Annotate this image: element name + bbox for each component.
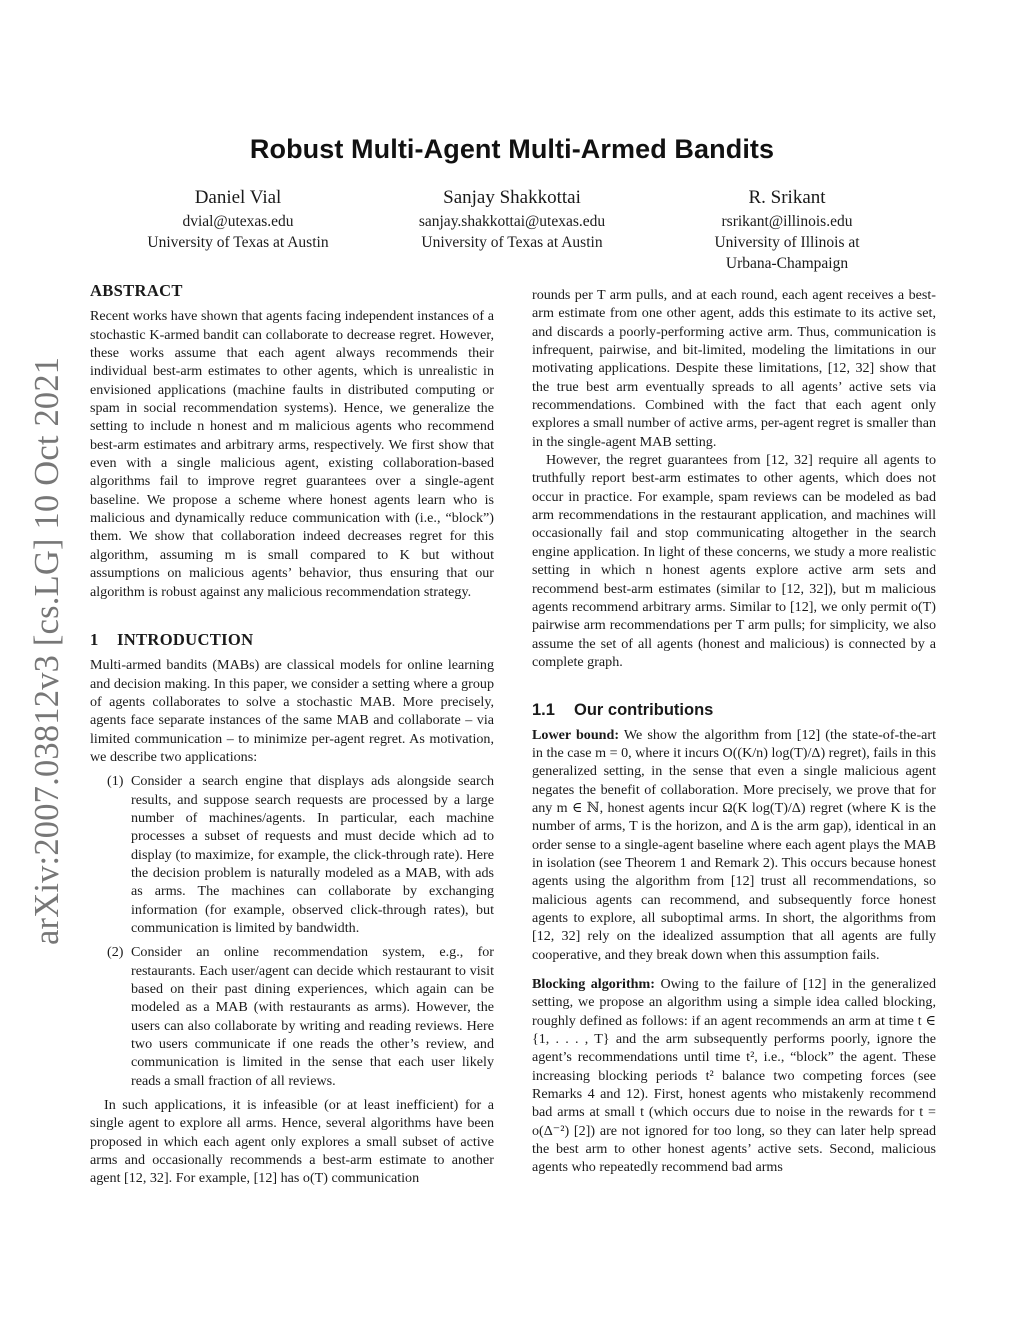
abstract-text: Recent works have shown that agents facing independent instances of a stochastic K-armed bandit can collaborate to decrease regret. However, these works assume that each agent always recommends their individual best-arm estimates to other agents, which is unrealistic in envisioned applications (machine faults in distributed computing or spam in social recommendation systems). Hence, we generalize the setting to include n honest and m malicious agents who recommend best-arm estimates and arbitrary arms, respectively. We first show that even with a single malicious agent, existing collaboration-based algorithms fail to improve regret guarantees over a single-agent baseline. We propose a scheme where honest agents learn who is malicious and dynamically reduce communication with (i.e., “block”) them. We show that collaboration indeed decreases regret for this algorithm, assuming m is small compared to K but without assumptions on malicious agents’ behavior, thus ensuring that our algorithm is robust against any malicious recommendation strategy.	[90, 308, 494, 600]
author-affiliation: University of Texas at Austin	[421, 234, 603, 251]
list-item-text: Consider an online recommendation system, e.g., for restaurants. Each user/agent can decide which restaurant to visit based on their past dining experiences, which again can be modeled as a MAB (with restaurants as arms). However, the users can also collaborate by writing and reading reviews. Here two users communicate if one reads the other’s review, and communication is limited in the sense that each user likely reads a small fraction of all reviews.	[131, 944, 494, 1089]
lower-bound-paragraph	[532, 726, 936, 964]
author-affiliation: University of Illinois at Urbana-Champaign	[714, 234, 860, 272]
left-column	[90, 282, 494, 1188]
arxiv-identifier: arXiv:2007.03812v3 [cs.LG] 10 Oct 2021	[28, 356, 66, 945]
intro-paragraph: However, the regret guarantees from [12, 32] require all agents to truthfully report best-arm estimates to other agents, which does not occur in practice. For example, spam reviews can be modeled as bad arm recommendations in the restaurant application, and machines will occasionally fail and stop communicating altogether in the search engine application. In light of these concerns, we study a more realistic setting in which n honest agents explore active arm sets and recommend best-arm estimates (similar to [12, 32]), but m malicious agents recommend arbitrary arms. Similar to [12], we only permit o(T) pairwise arm recommendations per T arm pulls; for simplicity, we also assume the set of all agents (honest and malicious) is connected by a complete graph.	[532, 452, 936, 670]
author-email: rsrikant@illinois.edu	[721, 213, 853, 230]
author-email: sanjay.shakkottai@utexas.edu	[418, 213, 606, 230]
intro-number: 1	[90, 629, 99, 649]
right-column	[532, 286, 936, 1177]
author-affiliation: University of Texas at Austin	[147, 234, 329, 251]
intro-title: INTRODUCTION	[117, 629, 254, 649]
abstract-heading: ABSTRACT	[90, 281, 183, 300]
contributions-title: Our contributions	[574, 701, 714, 720]
author-block	[637, 186, 937, 274]
list-marker: (2)	[107, 944, 124, 961]
intro-heading	[90, 631, 494, 649]
paper-title: Robust Multi-Agent Multi-Armed Bandits	[249, 134, 775, 164]
contributions-number: 1.1	[532, 701, 555, 720]
applications-list	[90, 772, 494, 1090]
author-block	[362, 186, 662, 253]
lower-bound-text: We show the algorithm from [12] (the state-of-the-art in the case m = 0, where it incurs O((K/n) log(T)/Δ) regret), fails in this generalized setting, in the sense that even a single malicious agent negates the benefit of collaboration. More precisely, we prove that for any m ∈ ℕ, honest agents incur Ω(K log(T)/Δ) regret (where K is the number of arms, T is the horizon, and Δ is the arm gap), identical in an order sense to a single-agent baseline where each agent plays the MAB in isolation (see Theorem 1 and Remark 2). This occurs because honest agents using the algorithm from [12] trust all recommendations, so malicious agents can recommend, and subsequently force honest agents to explore, all suboptimal arms. In short, the algorithms from [12, 32] rely on the idealized assumption that all agents are fully cooperative, and they break down when this assumption fails.	[532, 726, 936, 963]
blocking-paragraph	[532, 975, 936, 1177]
list-item	[90, 772, 494, 937]
lower-bound-label: Lower bound:	[532, 726, 620, 743]
contributions-heading	[532, 701, 936, 719]
list-marker: (1)	[107, 773, 124, 790]
blocking-text: Owing to the failure of [12] in the generalized setting, we propose an algorithm using a simple idea called blocking, roughly defined as follows: if an agent recommends an arm at time t ∈ {1, . . . , T} and the arm subsequently performs poorly, ignore the agent’s recommendations until time t², i.e., “block” the agent. These increasing blocking periods t² balance two competing forces (see Remarks 4 and 12). First, honest agents who mistakenly recommend bad arms at small t (which occurs due to noise in the rewards for t = o(Δ⁻²) [2]) are not ignored for too long, so they can later help spread the best arm to other honest agents’ active sets. Second, malicious agents who repeatedly recommend bad arms	[532, 976, 936, 1176]
blocking-label: Blocking algorithm:	[532, 976, 655, 993]
author-block	[88, 186, 388, 253]
intro-paragraph: rounds per T arm pulls, and at each round, each agent receives a best-arm estimate from one other agent, adds this estimate to its active set, and discards a poorly-performing active arm. Thus, communication is infrequent, pairwise, and bit-limited, modeling the limitations in our motivating applications. Despite these limitations, [12, 32] show that the true best arm eventually spreads to all agents’ active sets via recommendations. Combined with the fact that each agent only explores a small number of active arms, per-agent regret is smaller than in the single-agent MAB setting.	[532, 287, 936, 450]
intro-paragraph: In such applications, it is infeasible (or at least inefficient) for a single agent to explore all arms. Hence, several algorithms have been proposed in which each agent only explores a small subset of active arms and occasionally recommends a best-arm estimate to another agent [12, 32]. For example, [12] has o(T) communication	[90, 1097, 494, 1187]
author-name: Daniel Vial	[194, 187, 282, 208]
list-item-text: Consider a search engine that displays ads alongside search results, and suppose search requests are processed by a large number of machines/agents. In particular, each machine processes a subset of requests and must decide which ad to display (to maximize, for example, the click-through rate). Here the decision problem is naturally modeled as a MAB, with ads as arms. The machines can collaborate by exchanging information (for example, observed click-through rates), but communication is limited by bandwidth.	[131, 773, 494, 936]
author-email: dvial@utexas.edu	[182, 213, 294, 230]
intro-paragraph: Multi-armed bandits (MABs) are classical models for online learning and decision making. In this paper, we consider a setting where a group of agents collaborates to solve a stochastic MAB. More precisely, agents face separate instances of the same MAB and collaborate – via limited communication – to minimize per-agent regret. As motivation, we describe two applications:	[90, 657, 494, 765]
author-name: R. Srikant	[748, 187, 826, 208]
author-name: Sanjay Shakkottai	[443, 187, 581, 208]
list-item	[90, 943, 494, 1090]
